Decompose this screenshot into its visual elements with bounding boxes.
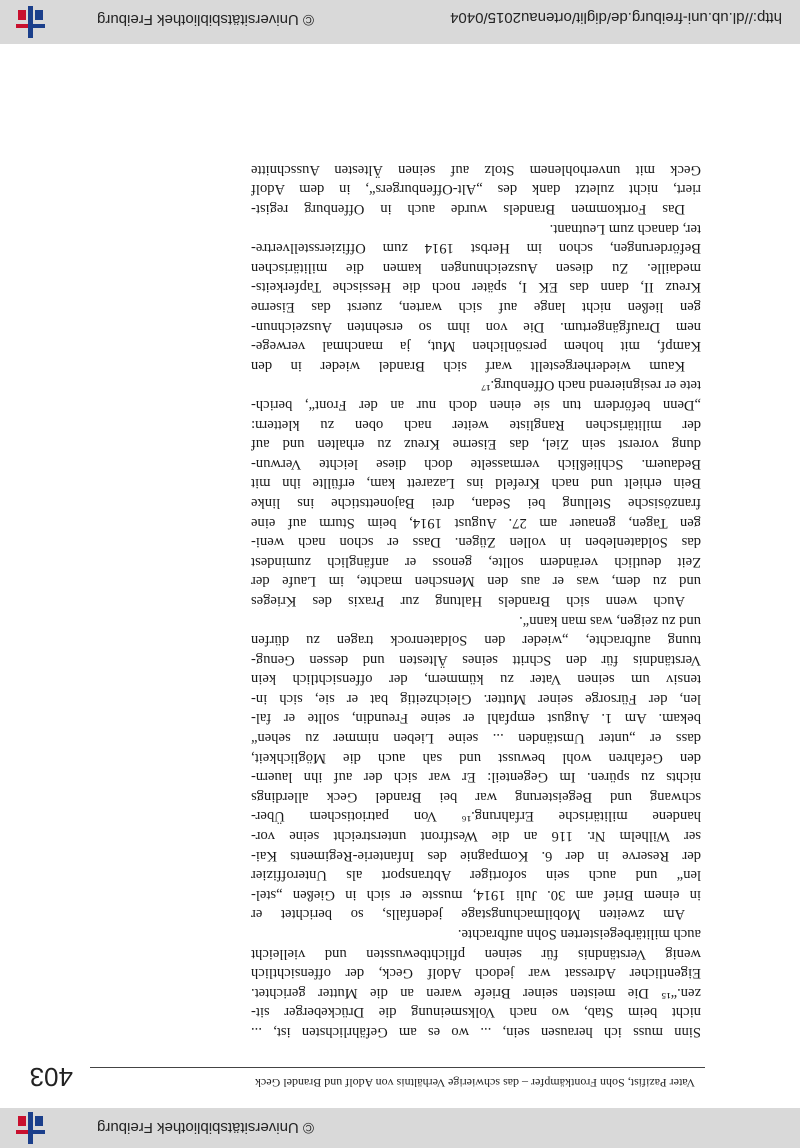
text-line: Verständnis für den Schritt seines Ältesten und dessen Genug- — [251, 651, 701, 668]
text-line: Eigentlicher Adressat war jedoch Adolf Geck, der offensichtlich — [251, 965, 701, 982]
text-line: Das Fortkommen Brandels wurde auch in Offenburg regist- — [251, 201, 685, 218]
text-line: dass er „unter Umständen ... seine Lieben nimmer zu sehen“ — [251, 730, 701, 747]
header-rule — [90, 1067, 705, 1068]
header-bar — [0, 1108, 800, 1148]
text-line: Beförderungen, schon im Herbst 1914 zum Offiziersstellvertre- — [251, 240, 701, 257]
text-line: in einem Brief am 30. Juli 1914, musste er sich in Gießen „stel- — [251, 886, 701, 903]
text-line: Kreuz II, dann das EK I, später noch die Hessische Tapferkeits- — [251, 279, 701, 296]
text-line: schwang und Begeisterung war bei Brandel Geck allerdings — [251, 788, 701, 805]
page-number: 403 — [29, 1062, 73, 1092]
text-line: len, der Fürsorge seiner Mutter. Gleichzeitig bat er sie, sich in- — [251, 690, 701, 707]
text-line: tensiv um seinen Vater zu kümmern, der offensichtlich kein — [251, 671, 701, 688]
text-line: der militärischen Rangliste weiter nach oben zu klettern: — [251, 416, 701, 433]
text-line: Kampf, mit hohem persönlichen Mut, ja manchmal verwege- — [251, 338, 701, 355]
text-line: den Gefahren wohl bewusst und sah auch die Möglichkeit, — [251, 749, 701, 766]
text-line: tete er resignierend nach Offenburg.¹⁷ — [480, 377, 701, 394]
text-line: französische Stellung bei Sedan, drei Bajonettstiche ins linke — [251, 494, 701, 511]
text-line: Geck mit unverhohlenem Stolz auf seinen Ältesten Ausschnitte — [251, 161, 701, 178]
header-copyright: © Universitätsbibliothek Freiburg — [97, 1119, 314, 1136]
text-line: und zu zeigen, was man kann“. — [519, 612, 701, 629]
footer-copyright: © Universitätsbibliothek Freiburg — [97, 11, 314, 28]
text-line: dung vorerst sein Ziel, das Eiserne Kreuz zu erhalten und auf — [251, 436, 701, 453]
text-line: Bedauern. Schließlich vermasselte doch diese leichte Verwun- — [251, 455, 701, 472]
text-line: das Soldatenleben in vollen Zügen. Dass er schon nach weni- — [251, 534, 701, 551]
library-logo — [7, 6, 55, 38]
text-line: gen Tagen, genauer am 27. August 1914, beim Sturm auf eine — [251, 514, 701, 531]
running-head: Vater Pazifist, Sohn Frontkämpfer – das schwierige Verhältnis von Adolf und Brandel Geck — [254, 1076, 695, 1090]
text-line: Sinn muss ich herausen sein, ... wo es am Gefährlichsten ist, ... — [251, 1024, 701, 1040]
text-line: handene militärische Erfahrung.¹⁶ Von patriotischem Über- — [251, 808, 701, 825]
text-line: medaille. Zu diesen Auszeichnungen kamen die militärischen — [251, 259, 701, 276]
text-line: Am zweiten Mobilmachungstage jedenfalls, so berichtet er — [251, 906, 685, 923]
text-line: gen ließen nicht lange auf sich warten, zuerst das Eiserne — [251, 299, 701, 316]
text-line: Zeit deutlich verändern sollte, genoss er anfänglich zumindest — [251, 553, 701, 570]
library-logo — [7, 1112, 55, 1144]
text-line: wenig Verständnis für seinen pflichtbewussten und vielleicht — [251, 945, 701, 962]
text-line: Kaum wiederhergestellt warf sich Brandel wieder in den — [251, 357, 685, 374]
text-line: ser Wilhelm Nr. 116 an die Westfront unterstreicht seine vor- — [251, 828, 701, 845]
footer-bar — [0, 0, 800, 44]
text-line: riert, nicht zuletzt dank des „Alt-Offenburgers“, in dem Adolf — [251, 181, 701, 198]
body-text — [251, 159, 701, 1041]
text-line: Auch wenn sich Brandels Haltung zur Praxis des Krieges — [251, 592, 685, 609]
text-line: nichts zu spüren. Im Gegenteil: Er war sich der auf ihn lauern- — [251, 769, 701, 786]
text-line: Bein erhielt und nach Krefeld ins Lazarett kam, erfüllte ihn mit — [251, 475, 701, 492]
document-url[interactable]: http://dl.ub.uni-freiburg.de/diglit/ortenau2015/0404 — [450, 9, 782, 26]
text-line: tuung aufbrachte, „wieder den Soldatenrock tragen zu dürfen — [251, 632, 701, 649]
text-line: bekam. Am 1. August empfahl er seine Freundin, sollte er fal- — [251, 710, 701, 727]
text-line: und zu dem, was er aus den Menschen machte, im Laufe der — [251, 573, 701, 590]
text-line: nicht beim Stab, wo nach Volksmeinung die Drückeberger sit- — [251, 1004, 701, 1021]
text-line: der Reserve in der 6. Kompagnie des Infanterie-Regiments Kai- — [251, 847, 701, 864]
text-line: nem Draufgängertum. Die von ihm so ersehnten Auszeichnun- — [251, 318, 701, 335]
text-line: zen.“¹⁵ Die meisten seiner Briefe waren an die Mutter gerichtet. — [251, 984, 701, 1001]
text-line: „Denn befördern tun sie einen doch nur an der Front“, berich- — [251, 397, 701, 413]
text-line: len“ und auch sein sofortiger Abtransport als Unteroffizier — [251, 867, 701, 884]
text-line: ter, danach zum Leutnant. — [549, 220, 701, 237]
text-line: auch militärbegeisterten Sohn aufbrachte. — [457, 926, 701, 943]
